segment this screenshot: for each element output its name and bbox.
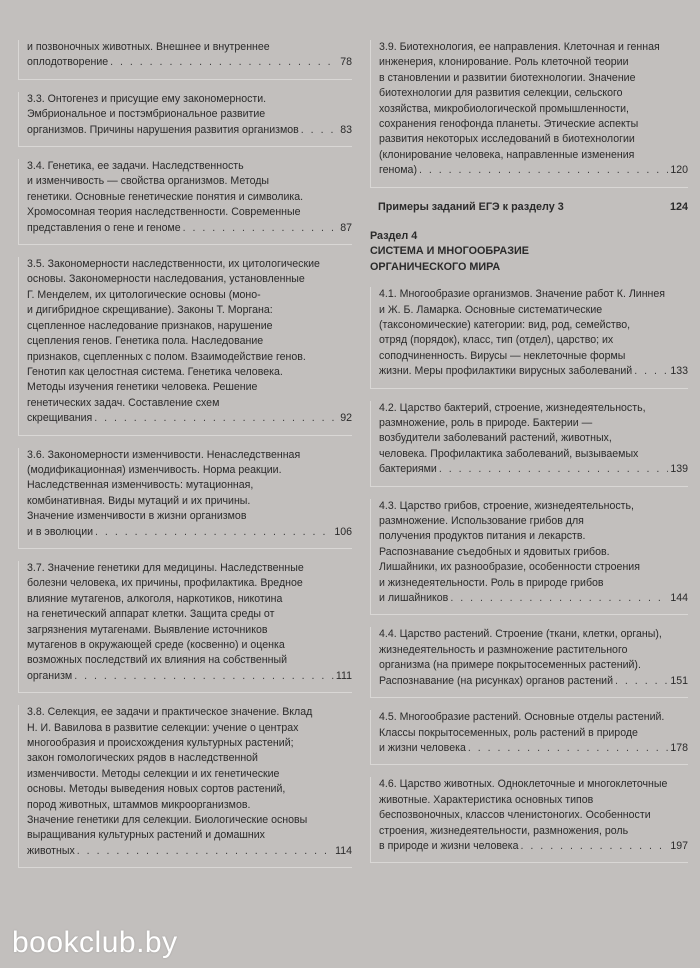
toc-entry (370, 627, 688, 698)
toc-entry-line: выращивания культурных растений и домашних (27, 829, 265, 842)
toc-entry-line: 3.9. Биотехнология, ее направления. Клеточная и генная (379, 41, 660, 53)
toc-entry-line: 4.5. Многообразие растений. Основные отделы растений. (379, 711, 665, 724)
dot-leader (634, 364, 668, 379)
toc-entry (18, 40, 352, 80)
page-number: 197 (670, 839, 688, 852)
toc-left-column (18, 40, 352, 880)
section-heading (370, 229, 688, 276)
page-number: 120 (670, 164, 688, 177)
toc-entry (370, 401, 688, 487)
toc-entry-line: Наследственная изменчивость: мутационная, (27, 479, 254, 492)
toc-entry-last-line: скрещивания (27, 412, 93, 425)
toc-entry-line: закон гомологических рядов в наследственной (27, 752, 258, 765)
dot-leader (183, 221, 339, 236)
toc-entry-leader (379, 163, 688, 178)
toc-entry-leader (27, 55, 352, 70)
toc-entry-line: строения, жизнедеятельности, размножения, роль (379, 824, 629, 837)
toc-entry-leader (379, 462, 688, 477)
toc-entry-leader (27, 221, 352, 236)
toc-entry-line: 4.6. Царство животных. Одноклеточные и многоклеточные (379, 778, 668, 791)
toc-entry-line: Значение генетики для селекции. Биологические основы (27, 814, 308, 827)
toc-entry-line: мутагенов в окружающей среде (косвенно) и оценка (27, 639, 285, 651)
toc-entry-line: 3.3. Онтогенез и присущие ему закономерности. (27, 92, 267, 105)
toc-entry-line: 3.5. Закономерности наследственности, их цитологические (27, 258, 320, 271)
toc-entry-line: Методы изучения генетики человека. Решение (27, 381, 258, 394)
toc-entry-line: размножение. Использование грибов для (379, 515, 584, 528)
toc-entry-line: (клонирование человека, направленные изменения (379, 148, 635, 161)
page-number: 111 (335, 669, 352, 682)
toc-entry-line: (модификационная) изменчивость. Норма реакции. (27, 463, 282, 476)
toc-entry-line: (таксономические) категории: вид, род, семейство, (379, 318, 631, 331)
toc-entry-line: Хромосомная теория наследственности. Современные (27, 206, 301, 219)
toc-entry-line: 4.2. Царство бактерий, строение, жизнедеятельность, (379, 401, 646, 414)
toc-entry-line: пород животных, штаммов микроорганизмов. (27, 798, 251, 811)
toc-entry (18, 448, 352, 549)
toc-entry-last-line: организмов. Причины нарушения развития организмов (27, 123, 299, 136)
toc-entry-line: основы. Закономерности наследования, установленные (27, 273, 305, 286)
toc-entry-line: получения продуктов питания и лекарств. (379, 530, 586, 543)
toc-entry-line: и позвоночных животных. Внешнее и внутреннее (27, 41, 270, 53)
toc-entry-line: загрязнения мутагенами. Выявление источников (27, 623, 268, 636)
dot-leader (615, 674, 668, 689)
page-number: 83 (340, 123, 352, 136)
toc-entry-line: в становлении и развитии биотехнологии. Значение (379, 71, 636, 84)
toc-entry-line: и Ж. Б. Ламарка. Основные систематические (379, 303, 603, 316)
toc-entry-line: 3.8. Селекция, ее задачи и практическое значение. Вклад (27, 706, 313, 719)
toc-entry-line: Значение изменчивости в жизни организмов (27, 510, 247, 523)
toc-entry (18, 159, 352, 245)
toc-entry-line: 3.7. Значение генетики для медицины. Наследственные (27, 561, 304, 574)
toc-entry-line: Генотип как целостная система. Генетика человека. (27, 365, 283, 378)
toc-entry-3-9 (370, 40, 688, 188)
toc-entry-line: Эмбриональное и постэмбриональное развитие (27, 108, 266, 121)
toc-entry-line: хозяйства, микробиологической промышленности, (379, 102, 629, 115)
toc-entry-line: Распознавание съедобных и ядовитых грибов. (379, 545, 610, 558)
toc-entry-line: развития некоторых исследований в биотехнологии (379, 133, 635, 146)
toc-entry-line: Г. Менделем, их цитологические основы (моно- (27, 288, 261, 301)
toc-entry-last-line: Распознавание (на рисунках) органов растений (379, 674, 614, 687)
toc-entry-line: признаков, сцепленных с полом. Взаимодействие генов. (27, 350, 306, 363)
toc-entry-last-line: жизни. Меры профилактики вирусных заболеваний (379, 365, 633, 378)
toc-entry-line: сцепленное наследование признаков, нарушение (27, 319, 273, 332)
toc-entry-line: Лишайники, их разнообразие, особенности строения (379, 561, 640, 574)
toc-entry-line: биотехнологии для развития селекции, сельского (379, 87, 623, 100)
toc-entry (18, 257, 352, 435)
toc-entry-last-line: и лишайников (379, 592, 449, 605)
toc-entry-leader (27, 844, 352, 859)
page-number: 151 (670, 674, 688, 687)
dot-leader (439, 462, 668, 477)
toc-entry-line: сцепления генов. Генетика пола. Наследование (27, 335, 264, 348)
toc-entry-line: сохранения генофонда планеты. Этические аспекты (379, 118, 639, 131)
toc-entry-line: 4.1. Многообразие организмов. Значение работ К. Линнея (379, 288, 666, 301)
toc-entry-line: многообразия и происхождения культурных растений; (27, 737, 294, 750)
dot-leader (77, 844, 333, 859)
toc-entry-line: Н. И. Вавилова в развитие селекции: учение о центрах (27, 721, 299, 734)
toc-entry-line: организма (на примере покрытосеменных растений). (379, 659, 641, 672)
watermark-text: bookclub.by (12, 926, 178, 959)
toc-entry-line: 3.4. Генетика, ее задачи. Наследственность (27, 160, 244, 173)
dot-leader (450, 591, 668, 606)
page-number: 114 (335, 844, 352, 857)
toc-entry-last-line: бактериями (379, 463, 437, 476)
section-title-line-2: ОРГАНИЧЕСКОГО МИРА (370, 260, 501, 273)
toc-entry-line: комбинативная. Виды мутаций и их причины. (27, 494, 251, 507)
toc-entry-last-line: генома) (379, 164, 417, 177)
dot-leader (521, 839, 669, 854)
toc-entry-line: человека. Профилактика заболеваний, вызываемых (379, 447, 639, 460)
examples-label: Примеры заданий ЕГЭ к разделу 3 (378, 200, 564, 213)
toc-entry-line: возбудители заболеваний растений, животных, (379, 432, 612, 445)
toc-entry-line: жизнедеятельность и размножение растительного (379, 643, 628, 656)
toc-entry-line: генетики. Основные генетические понятия и символика. (27, 190, 304, 203)
toc-entry-line: болезни человека, их причины, профилактика. Вредное (27, 577, 303, 590)
toc-entry (370, 777, 688, 863)
toc-entry (370, 499, 688, 616)
section-title-line-1: СИСТЕМА И МНОГООБРАЗИЕ (370, 245, 529, 258)
toc-entry-leader (379, 741, 688, 756)
page-number: 106 (334, 525, 352, 538)
toc-entry-line: на генетический аппарат клетки. Защита среды от (27, 608, 275, 621)
dot-leader (94, 411, 338, 426)
toc-entry-line: 4.3. Царство грибов, строение, жизнедеятельность, (379, 499, 634, 512)
toc-entry-leader (379, 591, 688, 606)
toc-entry-leader (27, 123, 352, 138)
toc-entry-line: возможных последствий их влияния на собственный (27, 654, 288, 667)
examples-heading (378, 200, 688, 215)
toc-entry-line: беспозвоночных, классов членистоногих. Особенности (379, 809, 651, 822)
page-number: 78 (340, 56, 352, 69)
toc-entry-last-line: представления о гене и геноме (27, 221, 181, 234)
toc-entry-line: и жизнедеятельности. Роль в природе грибов (379, 576, 604, 589)
toc-entry-leader (379, 674, 688, 689)
toc-entry-leader (27, 411, 352, 426)
toc-entry-line: 3.6. Закономерности изменчивости. Ненаследственная (27, 448, 301, 461)
toc-entry-last-line: и в эволюции (27, 525, 94, 538)
toc-entry (18, 92, 352, 147)
page-number: 92 (340, 412, 352, 425)
toc-entry-leader (27, 525, 352, 540)
toc-entry-last-line: организм (27, 669, 73, 682)
dot-leader (74, 669, 334, 684)
toc-entry-line: инженерия, клонирование. Роль клеточной теории (379, 56, 629, 69)
toc-entry-line: влияние мутагенов, алкоголя, наркотиков, никотина (27, 592, 283, 605)
toc-entry-line: изменчивости. Методы селекции и их генетические (27, 767, 280, 780)
page-number: 178 (670, 741, 688, 754)
toc-entry (18, 561, 352, 693)
dot-leader (468, 741, 668, 756)
toc-entry-line: основы. Методы выведения новых сортов растений, (27, 783, 286, 796)
dot-leader (419, 163, 668, 178)
page-number: 139 (670, 463, 688, 476)
toc-entry-line: животные. Характеристика основных типов (379, 793, 594, 806)
toc-entry (370, 710, 688, 765)
toc-entry-line: Классы покрытосеменных, роль растений в природе (379, 726, 638, 739)
toc-entry-line: отряд (порядок), класс, тип (отдел), царство; их (379, 334, 614, 347)
page-number: 124 (669, 200, 688, 213)
toc-entry-line: соподчиненность. Вирусы — неклеточные формы (379, 349, 626, 362)
toc-right-column (370, 40, 688, 875)
toc-entry-line: 4.4. Царство растений. Строение (ткани, клетки, органы), (379, 628, 662, 641)
toc-entry (18, 705, 352, 868)
toc-entry-last-line: животных (27, 844, 75, 857)
dot-leader (301, 123, 338, 138)
toc-entry-line: и изменчивость — свойства организмов. Методы (27, 175, 270, 188)
toc-entry (370, 287, 688, 388)
page-number: 144 (670, 592, 688, 605)
page-number: 87 (340, 221, 352, 234)
dot-leader (95, 525, 332, 540)
toc-entry-last-line: в природе и жизни человека (379, 839, 519, 852)
toc-entry-line: генетических задач. Составление схем (27, 396, 220, 409)
toc-entry-last-line: и жизни человека (379, 741, 466, 754)
dot-leader (110, 55, 338, 70)
toc-entry-line: размножение, роль в природе. Бактерии — (379, 417, 593, 429)
toc-entry-leader (379, 839, 688, 854)
toc-entry-line: и дигибридное скрещивание). Законы Т. Моргана: (27, 304, 273, 317)
toc-entry-leader (379, 364, 688, 379)
section-label: Раздел 4 (370, 229, 418, 242)
toc-entry-leader (27, 669, 352, 684)
page-number: 133 (670, 365, 688, 378)
toc-entry-last-line: оплодотворение (27, 56, 109, 69)
